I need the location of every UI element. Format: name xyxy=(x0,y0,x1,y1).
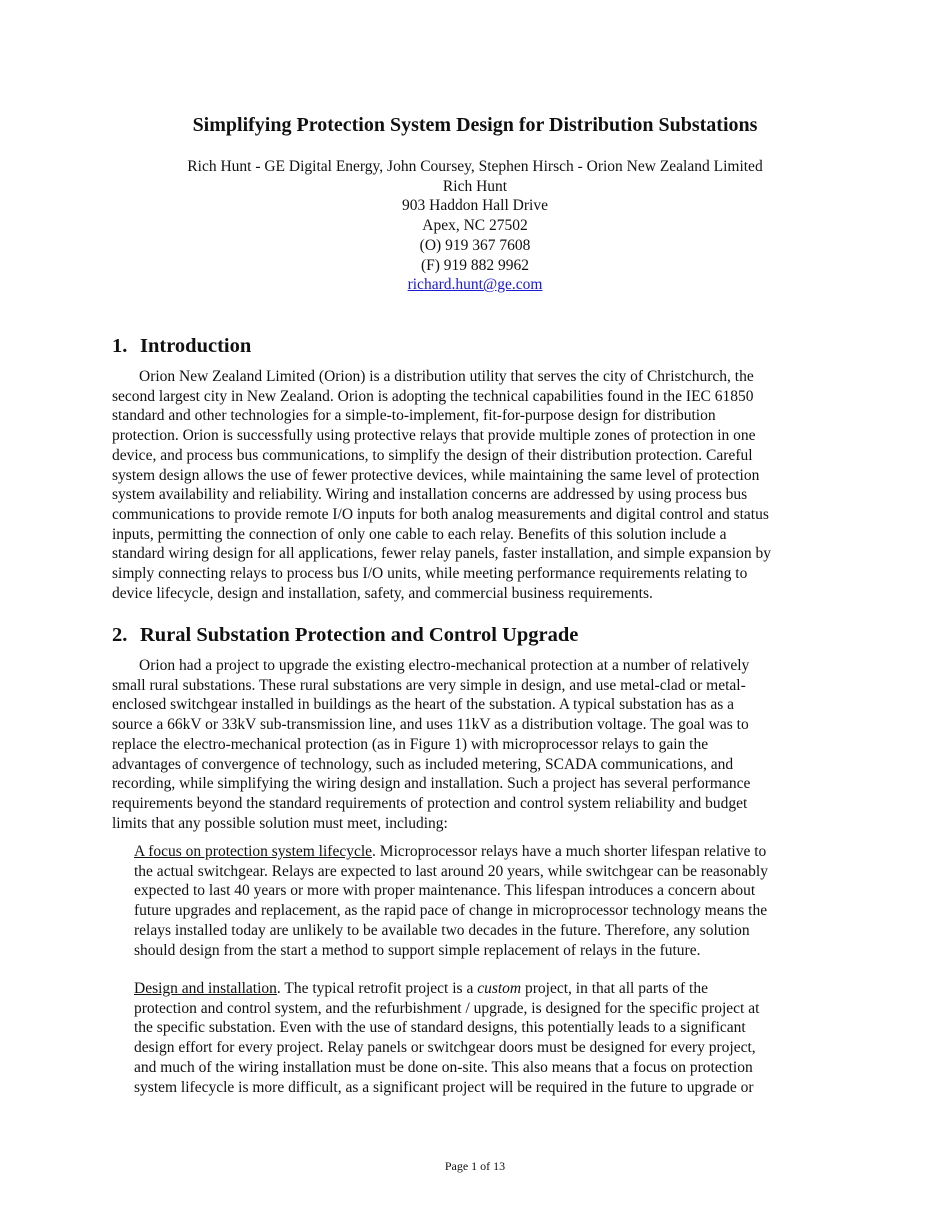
section-number: 2. xyxy=(112,624,128,646)
section-number: 1. xyxy=(112,335,128,357)
author-block xyxy=(0,157,950,295)
text-line: protection. Orion is successfully using protective relays that provide multiple zones of protection in one xyxy=(112,427,756,445)
text-line: standard wiring design for all applications, fewer relay panels, faster installation, and simple expansion by xyxy=(112,545,771,563)
section-heading-introduction xyxy=(112,334,251,358)
requirement-lifecycle xyxy=(134,842,768,960)
contact-name: Rich Hunt xyxy=(442,177,508,195)
text-line: system design allows the use of fewer protective devices, while maintaining the same level of protection xyxy=(112,466,760,484)
text-line: relays installed today are unlikely to be available two decades in the future. Therefore, any solution xyxy=(134,921,750,939)
contact-office-phone: (O) 919 367 7608 xyxy=(419,236,531,254)
email-link[interactable]: richard.hunt@ge.com xyxy=(407,276,543,294)
document-title: Simplifying Protection System Design for Distribution Substations xyxy=(192,114,758,136)
text-line: small rural substations. These rural substations are very simple in design, and use metal-clad or metal- xyxy=(112,676,746,694)
text-line: second largest city in New Zealand. Orion is adopting the technical capabilities found in the IEC 61850 xyxy=(112,387,754,405)
text-line: the specific substation. Even with the use of standard designs, this potentially leads to a significant xyxy=(134,1019,746,1037)
section-heading-rural-substation xyxy=(112,623,578,647)
text-line: device lifecycle, design and installation, safety, and commercial business requirements. xyxy=(112,584,653,602)
text-line: standard and other technologies for a simple-to-implement, fit-for-purpose design for distribution xyxy=(112,407,716,425)
section-title: Rural Substation Protection and Control Upgrade xyxy=(140,624,579,646)
text-line: the actual switchgear. Relays are expected to last around 20 years, while switchgear can be reasonably xyxy=(134,862,768,880)
text-line: requirements beyond the standard requirements of protection and control system reliability and budget xyxy=(112,794,748,812)
text-line: simply connecting relays to process bus I/O units, while meeting performance requirements relating to xyxy=(112,565,748,583)
text-line: enclosed switchgear installed in buildings as the heart of the substation. A typical substation has as a xyxy=(112,696,735,714)
text-line: replace the electro-mechanical protection (as in Figure 1) with microprocessor relays to gain the xyxy=(112,735,709,753)
introduction-paragraph xyxy=(112,367,771,603)
text-line: limits that any possible solution must meet, including: xyxy=(112,814,448,832)
text-line: device, and process bus communications, to simplify the design of their distribution protection. Careful xyxy=(112,446,753,464)
text-line: expected to last 40 years or more with proper maintenance. This lifespan introduces a concern about xyxy=(134,882,756,900)
requirement-label: A focus on protection system lifecycle xyxy=(134,843,373,860)
text-line: advantages of convergence of technology, such as included metering, SCADA communications, and xyxy=(112,755,734,773)
text-line: source a 66kV or 33kV sub-transmission line, and uses 11kV as a distribution voltage. The goal was to xyxy=(112,716,749,734)
section-title: Introduction xyxy=(140,335,252,357)
text-line: design effort for every project. Relay panels or switchgear doors must be designed for every project, xyxy=(134,1039,756,1057)
text-line: recording, while simplifying the wiring design and installation. Such a project has several performance xyxy=(112,775,751,793)
text-line: protection and control system, and the refurbishment / upgrade, is designed for the specific project at xyxy=(134,999,760,1017)
text-line: system lifecycle is more difficult, as a significant project will be required in the future to upgrade or xyxy=(134,1078,754,1096)
requirement-label: Design and installation xyxy=(134,980,277,997)
text-line: and much of the wiring installation must be done on-site. This also means that a focus on protection xyxy=(134,1058,753,1076)
author-affiliations: Rich Hunt - GE Digital Energy, John Coursey, Stephen Hirsch - Orion New Zealand Limited xyxy=(187,158,763,175)
text-run: . Microprocessor relays have a much shorter lifespan relative to xyxy=(372,843,767,860)
emphasis-text: custom xyxy=(477,980,522,997)
text-line: inputs, permitting the connection of only one cable to each relay. Benefits of this solution include a xyxy=(112,525,727,543)
text-line: Orion New Zealand Limited (Orion) is a distribution utility that serves the city of Christchurch, the xyxy=(139,368,754,385)
text-line: should design from the start a method to support simple replacement of relays in the future. xyxy=(134,941,701,959)
text-run: . The typical retrofit project is a xyxy=(276,980,478,997)
text-line: Orion had a project to upgrade the existing electro-mechanical protection at a number of relatively xyxy=(139,657,750,674)
requirement-design-installation xyxy=(134,979,759,1097)
contact-street: 903 Haddon Hall Drive xyxy=(402,197,548,215)
rural-substation-paragraph xyxy=(112,656,750,833)
text-line: future upgrades and replacement, as the rapid pace of change in microprocessor technology means the xyxy=(134,902,768,920)
contact-fax: (F) 919 882 9962 xyxy=(420,256,530,274)
contact-city: Apex, NC 27502 xyxy=(422,217,528,235)
page-number: Page 1 of 13 xyxy=(444,1159,506,1173)
text-line: communications to provide remote I/O inputs for both analog measurements and digital control and status xyxy=(112,505,769,523)
text-line: system availability and reliability. Wiring and installation concerns are addressed by using process bus xyxy=(112,486,748,504)
text-run: project, in that all parts of the xyxy=(521,980,708,997)
